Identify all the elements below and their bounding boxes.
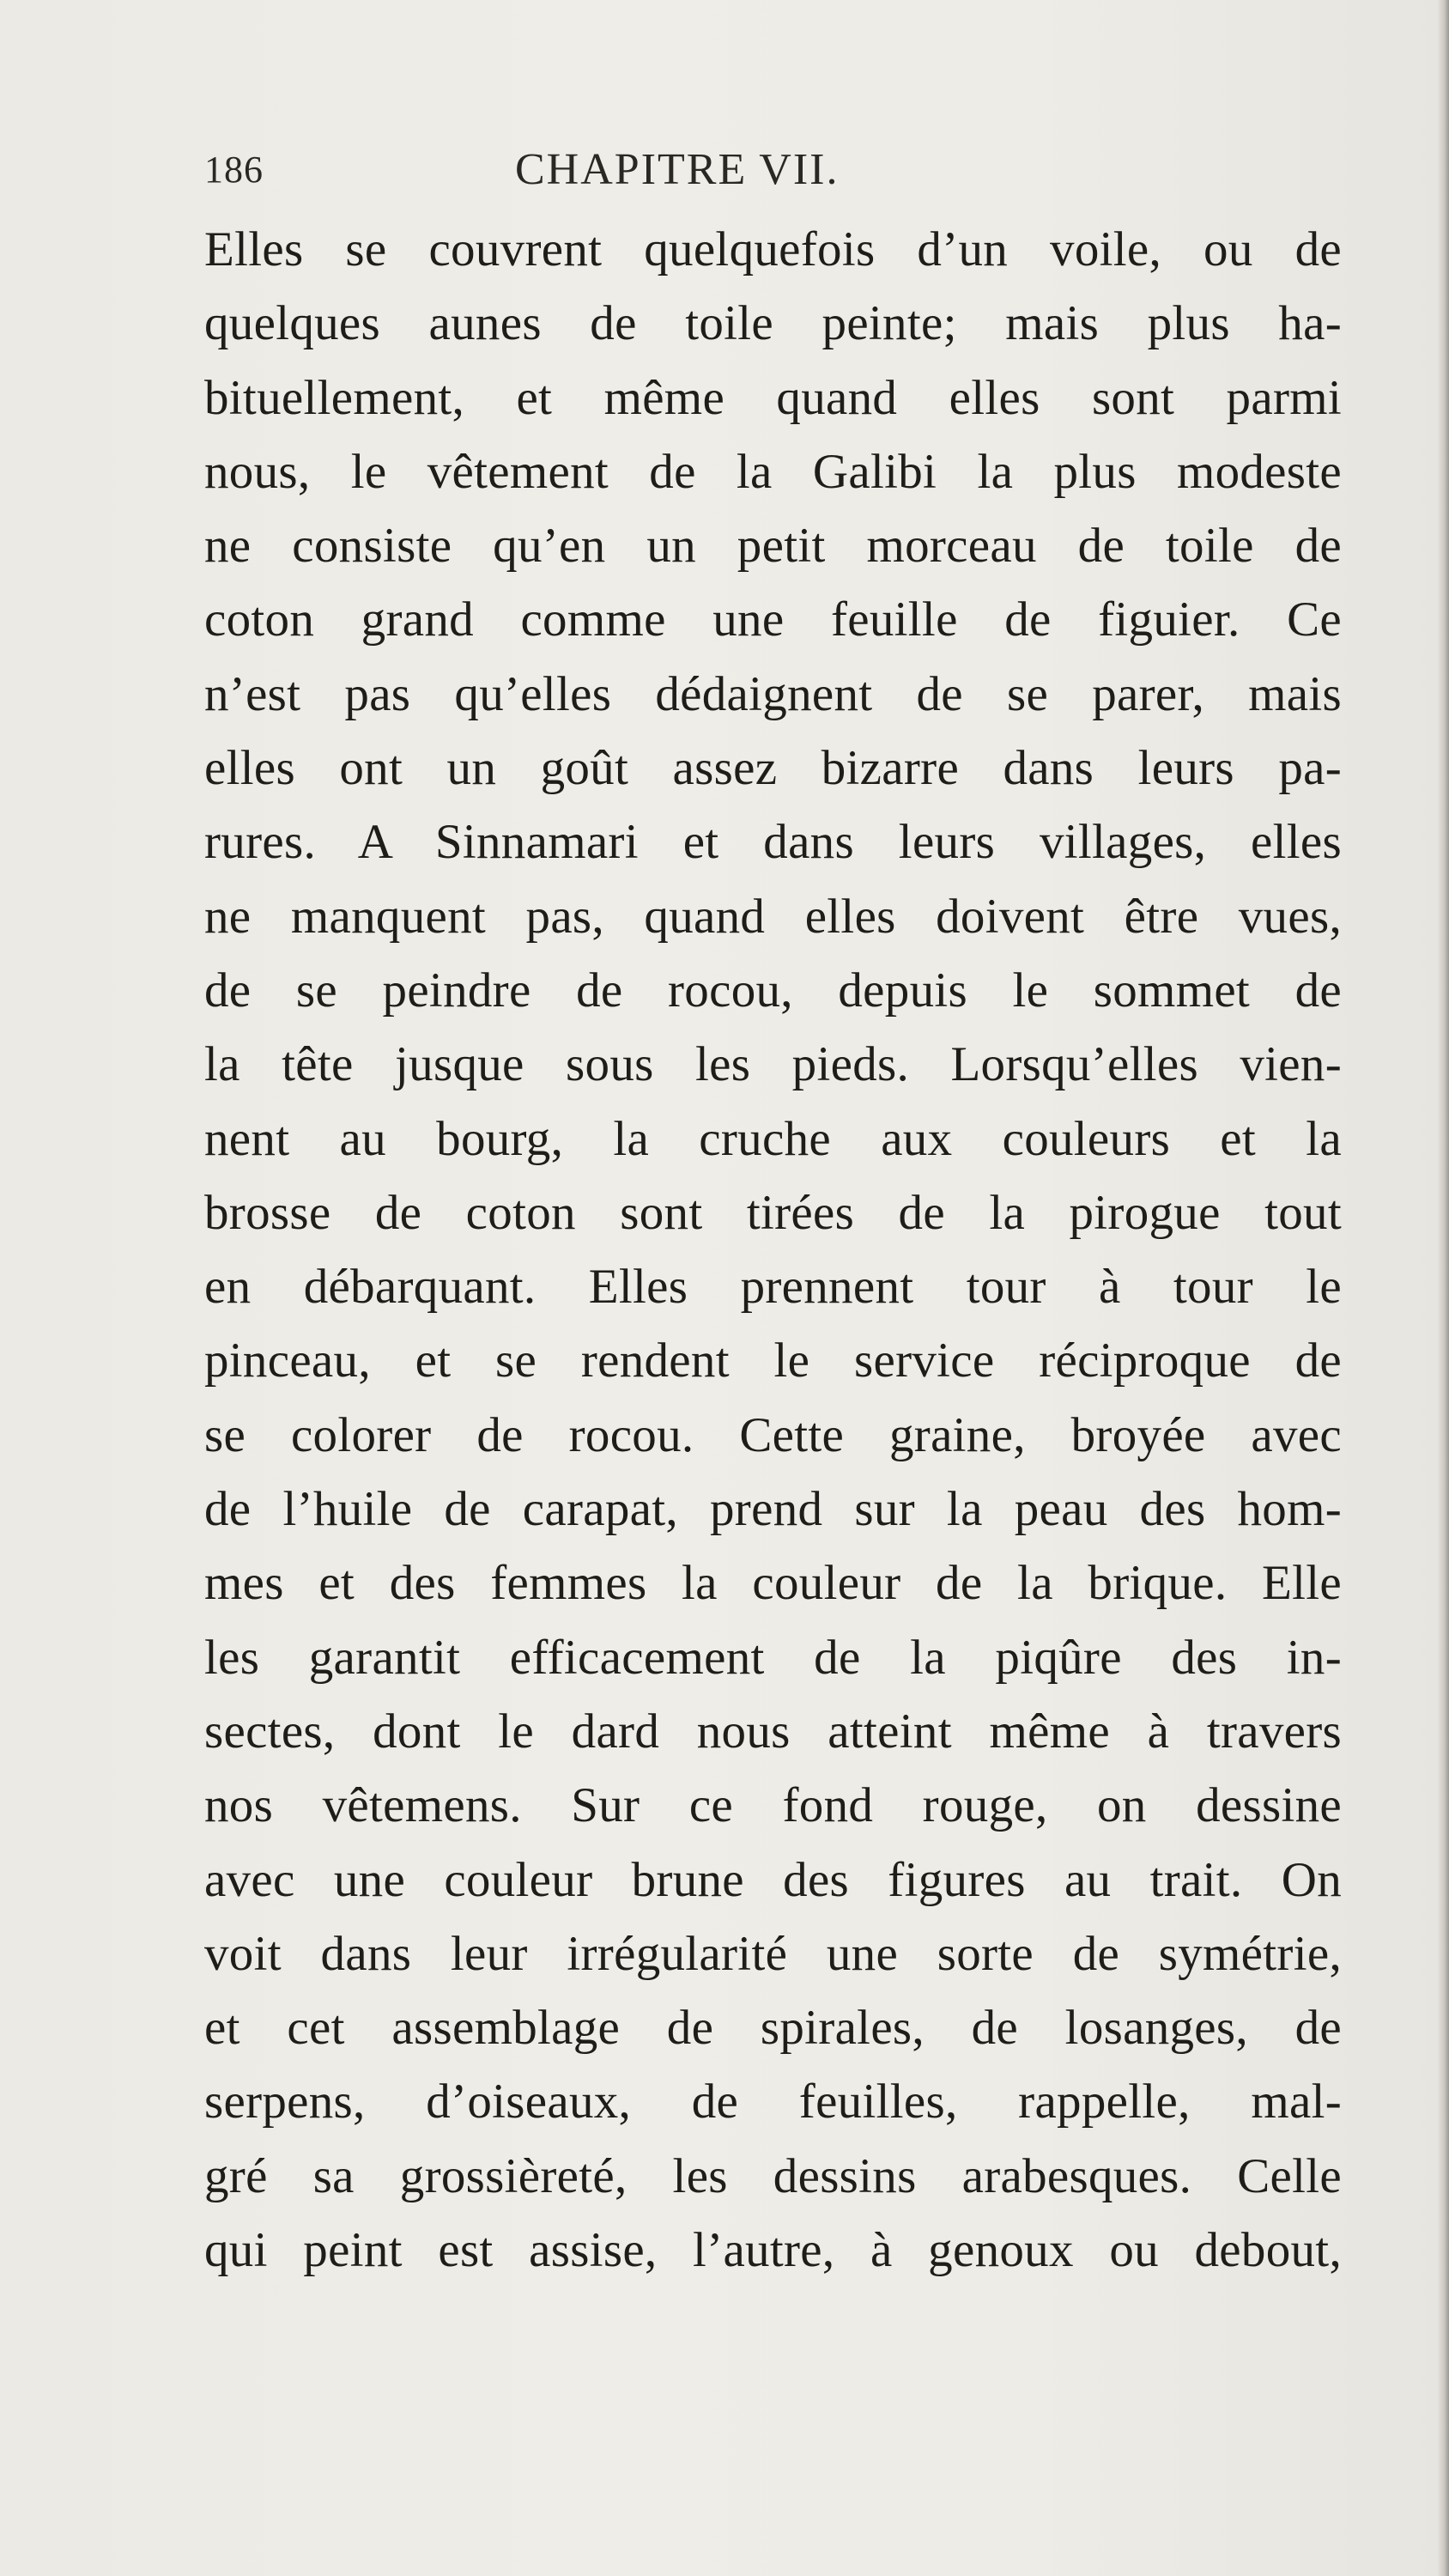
text-line: nos vêtemens. Sur ce fond rouge, on dessine bbox=[204, 1778, 1342, 1833]
page-header bbox=[0, 144, 1449, 204]
text-line: gré sa grossièreté, les dessins arabesques. Celle bbox=[204, 2148, 1342, 2203]
text-line: quelques aunes de toile peinte; mais plus ha- bbox=[204, 296, 1342, 351]
text-line: serpens, d’oiseaux, de feuilles, rappelle, mal- bbox=[204, 2075, 1342, 2129]
text-line: qui peint est assise, l’autre, à genoux ou debout, bbox=[204, 2223, 1342, 2278]
text-line: mes et des femmes la couleur de la brique. Elle bbox=[204, 1556, 1342, 1611]
running-head: CHAPITRE VII. bbox=[515, 145, 840, 194]
text-line: avec une couleur brune des figures au trait. On bbox=[204, 1852, 1342, 1907]
text-line: la tête jusque sous les pieds. Lorsqu’elles vien- bbox=[204, 1037, 1342, 1092]
page-number: 186 bbox=[204, 149, 264, 191]
text-line: de l’huile de carapat, prend sur la peau des hom- bbox=[204, 1482, 1342, 1537]
text-line: se colorer de rocou. Cette graine, broyée avec bbox=[204, 1407, 1342, 1462]
text-line: sectes, dont le dard nous atteint même à travers bbox=[204, 1704, 1342, 1759]
text-line: les garantit efficacement de la piqûre des in- bbox=[204, 1630, 1342, 1685]
text-line: voit dans leur irrégularité une sorte de symétrie, bbox=[204, 1926, 1342, 1981]
text-line: n’est pas qu’elles dédaignent de se parer, mais bbox=[204, 666, 1342, 721]
text-line: rures. A Sinnamari et dans leurs villages, elles bbox=[204, 815, 1342, 870]
text-line: ne manquent pas, quand elles doivent être vues, bbox=[204, 889, 1342, 944]
text-line: brosse de coton sont tirées de la pirogue tout bbox=[204, 1185, 1342, 1240]
text-line: ne consiste qu’en un petit morceau de toile de bbox=[204, 519, 1342, 574]
text-line: coton grand comme une feuille de figuier. Ce bbox=[204, 592, 1342, 647]
text-line: nous, le vêtement de la Galibi la plus modeste bbox=[204, 444, 1342, 499]
body-text bbox=[204, 213, 1342, 2287]
text-line: pinceau, et se rendent le service réciproque de bbox=[204, 1334, 1342, 1388]
text-line: de se peindre de rocou, depuis le sommet de bbox=[204, 963, 1342, 1018]
text-line: elles ont un goût assez bizarre dans leurs pa- bbox=[204, 741, 1342, 796]
text-line: Elles se couvrent quelquefois d’un voile, ou de bbox=[204, 222, 1342, 276]
text-line: et cet assemblage de spirales, de losanges, de bbox=[204, 2001, 1342, 2056]
text-line: en débarquant. Elles prennent tour à tour le bbox=[204, 1260, 1342, 1315]
text-line: nent au bourg, la cruche aux couleurs et la bbox=[204, 1111, 1342, 1166]
text-line: bituellement, et même quand elles sont parmi bbox=[204, 370, 1342, 425]
page-edge-shadow bbox=[1437, 0, 1449, 2576]
